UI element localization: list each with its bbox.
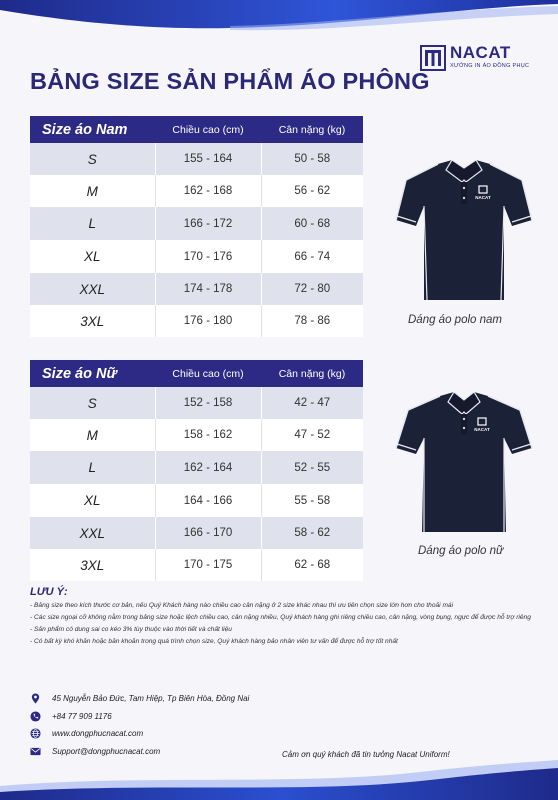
size-cell: XXL <box>30 517 155 549</box>
size-cell: M <box>30 175 155 207</box>
size-cell: XL <box>30 484 155 517</box>
weight-cell: 52 - 55 <box>261 451 363 484</box>
note-item: - Các size ngoại cỡ không nằm trong bảng size hoặc lệch chiều cao, cân nặng nhiều, Quý khách hàng ghi riêng chiều cao, cân nặng, vòng bụng, ngực để được hỗ trợ riêng <box>30 614 531 621</box>
top-decorative-band <box>0 0 558 36</box>
weight-cell: 60 - 68 <box>261 207 363 240</box>
size-cell: XXL <box>30 273 155 305</box>
shirt-logo-text: NACAT <box>474 427 490 432</box>
height-cell: 170 - 175 <box>155 549 261 581</box>
nacat-logo <box>420 44 545 74</box>
table-row <box>30 549 363 581</box>
size-cell: XL <box>30 240 155 273</box>
height-cell: 176 - 180 <box>155 305 261 337</box>
mail-icon <box>30 746 41 757</box>
weight-cell: 78 - 86 <box>261 305 363 337</box>
height-cell: 162 - 164 <box>155 451 261 484</box>
height-cell: 164 - 166 <box>155 484 261 517</box>
size-cell: L <box>30 207 155 240</box>
table-row <box>30 175 363 207</box>
size-table-nam <box>30 116 363 337</box>
notes-list <box>30 601 535 649</box>
height-cell: 162 - 168 <box>155 175 261 207</box>
phone-icon <box>30 711 41 722</box>
table-row <box>30 419 363 451</box>
notes-title: LƯU Ý: <box>30 586 68 598</box>
size-cell: 3XL <box>30 549 155 581</box>
table-row <box>30 240 363 273</box>
height-cell: 166 - 172 <box>155 207 261 240</box>
size-table-nu <box>30 360 363 581</box>
size-cell: 3XL <box>30 305 155 337</box>
weight-cell: 55 - 58 <box>261 484 363 517</box>
table-row <box>30 451 363 484</box>
size-cell: M <box>30 419 155 451</box>
table-header-row <box>30 116 363 143</box>
table-row <box>30 305 363 337</box>
shirt-logo-text: NACAT <box>475 195 491 200</box>
website-link[interactable]: www.dongphucnacat.com <box>52 729 144 738</box>
polo-men-caption: Dáng áo polo nam <box>408 314 502 326</box>
weight-cell: 42 - 47 <box>261 387 363 419</box>
header-weight: Cân nặng (kg) <box>261 360 363 387</box>
email-link[interactable]: Support@dongphucnacat.com <box>52 746 161 756</box>
table-row <box>30 517 363 549</box>
table-header-row <box>30 360 363 387</box>
table-row <box>30 387 363 419</box>
header-height: Chiều cao (cm) <box>155 116 261 143</box>
table-row <box>30 207 363 240</box>
polo-shirt-women-image <box>394 386 534 536</box>
weight-cell: 58 - 62 <box>261 517 363 549</box>
table-row <box>30 273 363 305</box>
table-row <box>30 143 363 175</box>
height-cell: 174 - 178 <box>155 273 261 305</box>
polo-shirt-men-image <box>394 154 534 304</box>
header-size-nu: Size áo Nữ <box>30 360 155 387</box>
weight-cell: 50 - 58 <box>261 143 363 175</box>
header-size-nam: Size áo Nam <box>30 116 155 143</box>
height-cell: 158 - 162 <box>155 419 261 451</box>
weight-cell: 66 - 74 <box>261 240 363 273</box>
location-pin-icon <box>30 693 41 704</box>
weight-cell: 56 - 62 <box>261 175 363 207</box>
header-weight: Cân nặng (kg) <box>261 116 363 143</box>
polo-women-caption: Dáng áo polo nữ <box>418 545 504 557</box>
weight-cell: 62 - 68 <box>261 549 363 581</box>
brand-name: NACAT <box>450 43 511 62</box>
table-row <box>30 484 363 517</box>
size-cell: S <box>30 387 155 419</box>
phone-text: +84 77 909 1176 <box>52 711 112 721</box>
height-cell: 155 - 164 <box>155 143 261 175</box>
height-cell: 170 - 176 <box>155 240 261 273</box>
address-text: 45 Nguyễn Bảo Đức, Tam Hiệp, Tp Biên Hòa, Đồng Nai <box>52 694 250 703</box>
globe-icon <box>30 728 41 739</box>
brand-tagline: XƯỞNG IN ÁO ĐỒNG PHỤC <box>450 63 530 69</box>
note-item: - Sản phẩm có dung sai co kéo 3% tùy thuộc vào thời tiết và chất liệu <box>30 626 232 633</box>
height-cell: 166 - 170 <box>155 517 261 549</box>
thank-you-text: Cảm ơn quý khách đã tin tưởng Nacat Uniform! <box>282 750 450 759</box>
page-title: BẢNG SIZE SẢN PHẨM ÁO PHÔNG <box>30 68 430 94</box>
size-cell: S <box>30 143 155 175</box>
note-item: - Bảng size theo kích thước cơ bản, nếu Quý Khách hàng nào chiều cao cân nặng ở 2 size khác nhau thì ưu tiên chọn size lớn hơn cho thoải mái <box>30 602 454 609</box>
header-height: Chiều cao (cm) <box>155 360 261 387</box>
bottom-decorative-band <box>0 756 558 800</box>
weight-cell: 72 - 80 <box>261 273 363 305</box>
note-item: - Có bất kỳ khó khăn hoặc băn khoăn trong quá trình chọn size, Quý khách hàng bảo nhân viên tư vấn để được hỗ trợ tốt nhất <box>30 638 398 645</box>
size-cell: L <box>30 451 155 484</box>
weight-cell: 47 - 52 <box>261 419 363 451</box>
height-cell: 152 - 158 <box>155 387 261 419</box>
